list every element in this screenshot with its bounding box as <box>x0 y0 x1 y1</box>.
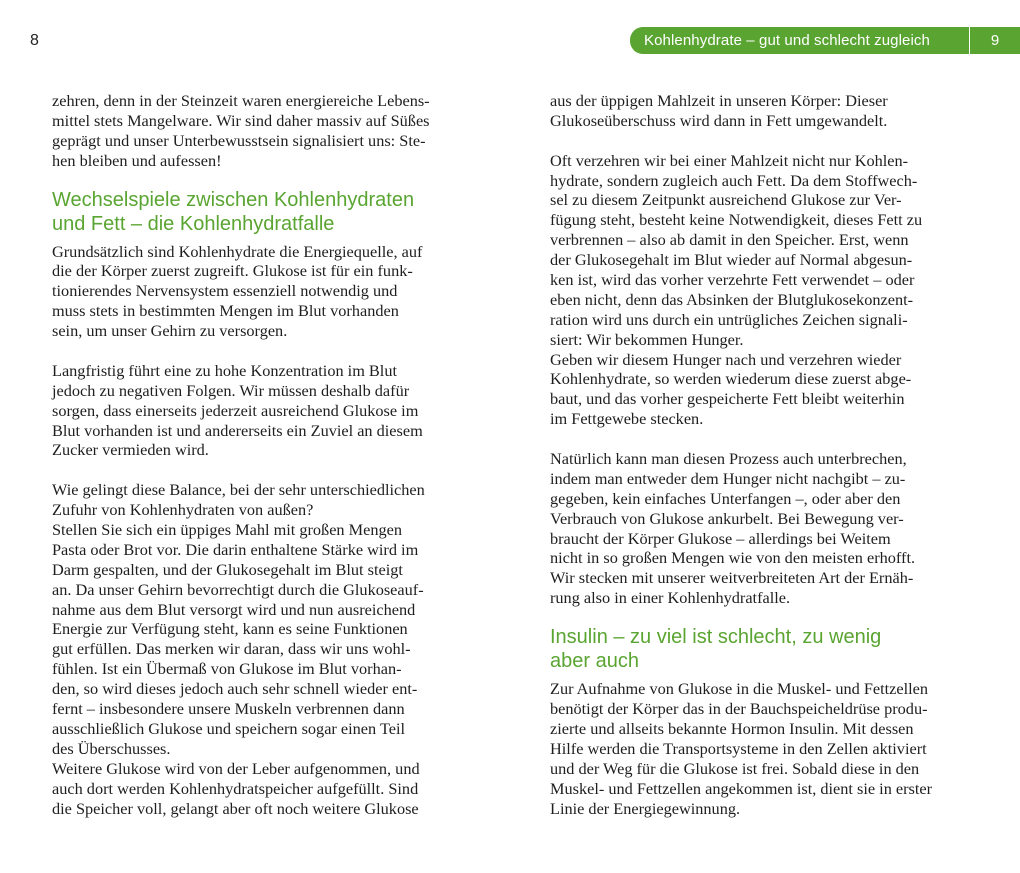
text-line: Stellen Sie sich ein üppiges Mahl mit großen Mengen <box>52 520 402 540</box>
text-line: den, so wird dieses jedoch auch sehr schnell wieder ent- <box>52 679 418 699</box>
text-line: rung also in einer Kohlenhydratfalle. <box>550 588 791 608</box>
text-line: Linie der Energiegewinnung. <box>550 798 741 818</box>
text-line: fernt – insbesondere unsere Muskeln verbrennen dann <box>52 699 405 719</box>
text-line: sein, um unser Gehirn zu versorgen. <box>52 321 288 341</box>
paragraph <box>52 242 472 341</box>
section-heading <box>52 188 472 236</box>
text-line: Wechselspiele zwischen Kohlenhydraten <box>52 188 415 211</box>
chapter-header-bar <box>630 27 1020 54</box>
paragraph <box>52 91 472 171</box>
text-line: Blut vorhanden ist und andererseits ein Zuviel an diesem <box>52 420 423 440</box>
text-line: nahme aus dem Blut versorgt wird und nun ausreichend <box>52 599 416 619</box>
text-line: Muskel- und Fettzellen angekommen ist, dient sie in erster <box>550 778 933 798</box>
text-line: Wie gelingt diese Balance, bei der sehr unterschiedlichen <box>52 480 425 500</box>
text-line: gegeben, kein einfaches Unterfangen –, oder aber den <box>550 488 901 508</box>
text-line: siert: Wir bekommen Hunger. <box>550 329 744 349</box>
text-line: jedoch zu negativen Folgen. Wir müssen deshalb dafür <box>52 380 410 400</box>
text-line: hen bleiben und aufessen! <box>52 150 222 170</box>
text-line: Natürlich kann man diesen Prozess auch unterbrechen, <box>550 449 907 469</box>
text-line: die Speicher voll, gelangt aber oft noch weitere Glukose <box>52 798 419 818</box>
text-line: eben nicht, denn das Absinken der Blutglukosekonzent- <box>550 289 914 309</box>
text-line: verbrennen – also ab damit in den Speicher. Erst, wenn <box>550 230 909 250</box>
text-line: hydrate, sondern zugleich auch Fett. Da dem Stoffwech- <box>550 170 918 190</box>
text-line: ken ist, wird das vorher verzehrte Fett verwendet – oder <box>550 270 915 290</box>
text-line: Pasta oder Brot vor. Die darin enthaltene Stärke wird im <box>52 539 419 559</box>
text-line: Wir stecken mit unserer weitverbreiteten Art der Ernäh- <box>550 568 914 588</box>
text-line: an. Da unser Gehirn bevorrechtigt durch die Glukoseauf- <box>52 579 424 599</box>
text-line: Zucker vermieden wird. <box>52 440 209 460</box>
paragraph <box>550 449 975 608</box>
text-line: mittel stets Mangelware. Wir sind daher massiv auf Süßes <box>52 110 430 130</box>
text-line: Kohlenhydrate, so werden wiederum diese zuerst abge- <box>550 369 912 389</box>
text-line: Geben wir diesem Hunger nach und verzehren wieder <box>550 349 902 369</box>
right-column <box>550 91 975 818</box>
text-line: und der Weg für die Glukose ist frei. Sobald diese in den <box>550 758 920 778</box>
text-line: zehren, denn in der Steinzeit waren energiereiche Lebens- <box>52 91 430 110</box>
text-line: und Fett – die Kohlenhydratfalle <box>52 212 335 235</box>
text-line: fügung steht, besteht keine Notwendigkeit, dieses Fett zu <box>550 210 923 230</box>
text-line: Oft verzehren wir bei einer Mahlzeit nicht nur Kohlen- <box>550 150 909 170</box>
text-line: Verbrauch von Glukose ankurbelt. Bei Bewegung ver- <box>550 508 904 528</box>
text-line: fühlen. Ist ein Übermaß von Glukose im Blut vorhan- <box>52 659 402 679</box>
text-line: der Glukosegehalt im Blut wieder auf Normal abgesun- <box>550 250 913 270</box>
text-line: ration wird uns durch ein untrügliches Zeichen signali- <box>550 309 908 329</box>
text-line: Hilfe werden die Transportsysteme in den Zellen aktiviert <box>550 738 927 758</box>
paragraph <box>52 361 472 460</box>
text-line: auch dort werden Kohlenhydratspeicher aufgefüllt. Sind <box>52 778 419 798</box>
text-line: Energie zur Verfügung steht, kann es seine Funktionen <box>52 619 408 639</box>
text-line: indem man entweder dem Hunger nicht nachgibt – zu- <box>550 468 906 488</box>
text-line: geprägt und unser Unterbewusstsein signalisiert uns: Ste- <box>52 130 426 150</box>
text-line: die der Körper zuerst zugreift. Glukose ist für ein funk- <box>52 261 413 281</box>
text-line: gut erfüllen. Das merken wir daran, dass wir uns wohl- <box>52 639 411 659</box>
text-line: braucht der Körper Glukose – allerdings bei Weitem <box>550 528 891 548</box>
text-line: aus der üppigen Mahlzeit in unseren Körper: Dieser <box>550 91 888 110</box>
text-line: ausschließlich Glukose und speichern sogar einen Teil <box>52 718 406 738</box>
text-line: baut, und das vorher gespeicherte Fett bleibt weiterhin <box>550 389 905 409</box>
paragraph <box>550 91 975 131</box>
text-line: Insulin – zu viel ist schlecht, zu wenig <box>550 626 882 649</box>
text-line: im Fettgewebe stecken. <box>550 409 704 429</box>
paragraph <box>550 679 975 818</box>
text-line: muss stets in bestimmten Mengen im Blut vorhanden <box>52 301 399 321</box>
text-line: benötigt der Körper das in der Bauchspeicheldrüse produ- <box>550 699 928 719</box>
right-page-number: 9 <box>990 32 1000 49</box>
text-line: Zur Aufnahme von Glukose in die Muskel- und Fettzellen <box>550 679 929 699</box>
text-line: Grundsätzlich sind Kohlenhydrate die Energiequelle, auf <box>52 241 423 261</box>
paragraph <box>52 480 472 818</box>
text-line: Glukoseüberschuss wird dann in Fett umgewandelt. <box>550 110 888 130</box>
text-line: sel zu diesem Zeitpunkt ausreichend Glukose zur Ver- <box>550 190 902 210</box>
section-heading <box>550 625 975 673</box>
left-column <box>52 91 472 818</box>
text-line: aber auch <box>550 650 639 673</box>
text-line: sorgen, dass einerseits jederzeit ausreichend Glukose im <box>52 400 419 420</box>
text-line: zierte und allseits bekannte Hormon Insulin. Mit dessen <box>550 718 914 738</box>
paragraph <box>550 151 975 429</box>
text-line: nicht in so großen Mengen wie von den meisten erhofft. <box>550 548 916 568</box>
text-line: des Überschusses. <box>52 738 171 758</box>
text-line: Zufuhr von Kohlenhydraten von außen? <box>52 500 314 520</box>
chapter-title: Kohlenhydrate – gut und schlecht zugleich <box>644 32 930 49</box>
text-line: tionierendes Nervensystem essenziell notwendig und <box>52 281 398 301</box>
text-line: Darm gespalten, und der Glukosegehalt im Blut steigt <box>52 559 403 579</box>
text-line: Weitere Glukose wird von der Leber aufgenommen, und <box>52 758 420 778</box>
left-page-number: 8 <box>30 32 39 49</box>
text-line: Langfristig führt eine zu hohe Konzentration im Blut <box>52 360 397 380</box>
